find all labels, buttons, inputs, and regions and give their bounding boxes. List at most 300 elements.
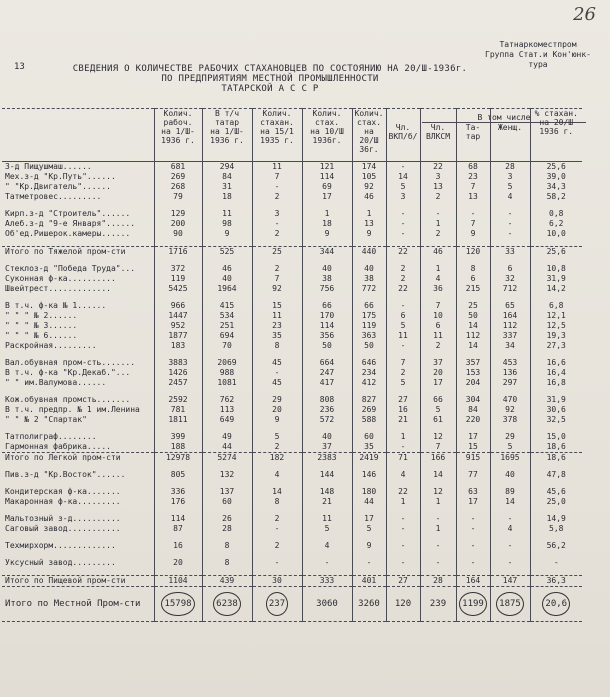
cell-value: 18 <box>202 192 252 202</box>
cell-value: 33 <box>490 247 530 258</box>
cell-value: - <box>490 514 530 524</box>
cell-value: 439 <box>202 576 252 587</box>
row-label: " "Кр.Двигатель"...... <box>5 182 111 191</box>
cell-value: 27 <box>386 395 420 405</box>
cell-value: 2 <box>420 341 456 351</box>
cell-value: 12,5 <box>530 321 582 331</box>
cell-value: 357 <box>456 358 490 368</box>
row-label: " " № 2 "Спартак" <box>5 415 87 424</box>
cell-value: 7 <box>456 219 490 229</box>
row-label: Кондитерская ф-ка....... <box>5 487 121 496</box>
cell-value: 781 <box>154 405 202 415</box>
cell-value: 37 <box>420 358 456 368</box>
table-header-row <box>2 109 582 162</box>
cell-value: 92 <box>252 284 302 294</box>
cell-value: 4 <box>490 192 530 202</box>
column-header: Колич. рабоч. на 1/Ш- 1936 г. <box>154 109 202 162</box>
cell-value: 70 <box>202 341 252 351</box>
cell-value: 66 <box>302 301 352 311</box>
cell-value: - <box>456 514 490 524</box>
cell-value: 15,0 <box>530 432 582 442</box>
cell-value: 1 <box>420 219 456 229</box>
row-label: Суконная ф-ка.......... <box>5 274 116 283</box>
cell-value: 25,6 <box>530 162 582 173</box>
cell-value: 10 <box>420 311 456 321</box>
cell-value: 13 <box>352 219 386 229</box>
cell-value: 132 <box>202 470 252 480</box>
cell-value: 9 <box>202 229 252 239</box>
table-row <box>2 301 582 311</box>
row-label: Стеклоз-д "Победа Труда"... <box>5 264 136 273</box>
document-title: СВЕДЕНИЯ О КОЛИЧЕСТВЕ РАБОЧИХ СТАХАНОВЦЕВ ПО СОСТОЯНИЮ НА 20/Ш-1936г. ПО ПРЕДПРИЯТИЯМ МЕСТНОЙ ПРОМЫШЛЕННОСТИ ТАТАРСКОЙ А С С Р <box>72 64 468 94</box>
cell-value: - <box>252 558 302 568</box>
cell-value: 2419 <box>352 453 386 464</box>
cell-value: 6 <box>456 274 490 284</box>
cell-value: - <box>490 541 530 551</box>
cell-value: 11 <box>252 162 302 173</box>
cell-value: 50 <box>352 341 386 351</box>
cell-value: 234 <box>352 368 386 378</box>
cell-value: 1 <box>386 432 420 442</box>
row-label: " " " № 3...... <box>5 321 78 330</box>
cell-value: 45,6 <box>530 487 582 497</box>
cell-value: 114 <box>154 514 202 524</box>
cell-value: 4 <box>386 470 420 480</box>
cell-value: - <box>386 229 420 239</box>
spacer-row <box>2 257 582 264</box>
cell-value: 1 <box>352 209 386 219</box>
row-label: В т.ч. ф-ка "Кр.Декаб."... <box>5 368 131 377</box>
circled-value: 6238 <box>213 592 241 616</box>
cell-value: 136 <box>490 368 530 378</box>
cell-value: 46 <box>420 247 456 258</box>
cell-value: 200 <box>154 219 202 229</box>
column-header: Чл. ВЛКСМ <box>420 109 456 162</box>
cell-value: 18,6 <box>530 453 582 464</box>
cell-value: 37 <box>302 442 352 453</box>
cell-value: 2 <box>386 274 420 284</box>
row-label: Гармонная фабрика..... <box>5 442 111 451</box>
cell-value: 44 <box>202 442 252 453</box>
cell-value: 304 <box>456 395 490 405</box>
cell-value: 19,3 <box>530 331 582 341</box>
cell-value: 4 <box>252 470 302 480</box>
cell-value: 1447 <box>154 311 202 321</box>
cell-value: 808 <box>302 395 352 405</box>
cell-value: 344 <box>302 247 352 258</box>
table-row <box>2 321 582 331</box>
cell-value: 649 <box>202 415 252 425</box>
cell-value: - <box>386 162 420 173</box>
cell-value: 4 <box>490 524 530 534</box>
cell-value: 17 <box>302 192 352 202</box>
table-row <box>2 229 582 239</box>
cell-value: 2457 <box>154 378 202 388</box>
cell-value: 61 <box>420 415 456 425</box>
cell-value: - <box>456 541 490 551</box>
cell-value: 32,5 <box>530 415 582 425</box>
cell-value: 16,8 <box>530 378 582 388</box>
table-row <box>2 209 582 219</box>
cell-value: 268 <box>154 182 202 192</box>
row-label: Пив.з-д "Кр.Восток"...... <box>5 470 126 479</box>
cell-value: 36 <box>420 284 456 294</box>
cell-value: 8 <box>202 541 252 551</box>
cell-value: 20 <box>154 558 202 568</box>
cell-value: - <box>386 524 420 534</box>
cell-value: - <box>386 541 420 551</box>
cell-value: 25,0 <box>530 497 582 507</box>
cell-value: 204 <box>456 378 490 388</box>
cell-value: 336 <box>154 487 202 497</box>
cell-value: - <box>252 219 302 229</box>
cell-value: 92 <box>352 182 386 192</box>
cell-value: 147 <box>490 576 530 587</box>
cell-value: - <box>352 558 386 568</box>
page-number: 26 <box>573 4 596 25</box>
cell-value: 269 <box>352 405 386 415</box>
cell-value: 84 <box>456 405 490 415</box>
spacer-row <box>2 463 582 470</box>
row-label: Саговый завод........... <box>5 524 121 533</box>
cell-value: 56,2 <box>530 541 582 551</box>
table-row <box>2 192 582 202</box>
table-row <box>2 497 582 507</box>
cell-value: 13 <box>456 192 490 202</box>
cell-value: 9 <box>252 415 302 425</box>
cell-value: 25,6 <box>530 247 582 258</box>
cell-value: 1 <box>420 524 456 534</box>
cell-value: - <box>456 524 490 534</box>
cell-value: 7 <box>456 182 490 192</box>
cell-value: 8 <box>456 264 490 274</box>
cell-value: 22 <box>386 487 420 497</box>
cell-value: 174 <box>352 162 386 173</box>
cell-value: 69 <box>302 182 352 192</box>
cell-value: 49 <box>202 432 252 442</box>
cell-value: 453 <box>490 358 530 368</box>
circled-value: 20,6 <box>542 592 570 616</box>
cell-value: 756 <box>302 284 352 294</box>
cell-value: 8 <box>252 341 302 351</box>
cell-value: 68 <box>456 162 490 173</box>
cell-value: 12 <box>420 432 456 442</box>
table-row <box>2 311 582 321</box>
cell-value: 63 <box>456 487 490 497</box>
cell-value: 28 <box>202 524 252 534</box>
cell-value: 525 <box>202 247 252 258</box>
cell-value: 11 <box>202 209 252 219</box>
cell-value: 29 <box>490 432 530 442</box>
cell-value: 401 <box>352 576 386 587</box>
cell-value: 22 <box>420 162 456 173</box>
cell-value: 1081 <box>202 378 252 388</box>
grand-total-row <box>2 587 582 622</box>
spacer-row <box>2 351 582 358</box>
stakhanovite-table <box>2 108 582 622</box>
cell-value: 7 <box>252 172 302 182</box>
spacer-row <box>2 568 582 576</box>
row-label: Техмирхорм............. <box>5 541 116 550</box>
cell-value: 66 <box>420 395 456 405</box>
cell-value: 9 <box>456 229 490 239</box>
cell-value: 38 <box>302 274 352 284</box>
cell-value: 31 <box>202 182 252 192</box>
cell-value: 40 <box>202 274 252 284</box>
cell-value: 16 <box>386 405 420 415</box>
cell-value: 7 <box>386 358 420 368</box>
cell-value: 2592 <box>154 395 202 405</box>
row-label: Татполиграф........ <box>5 432 97 441</box>
cell-value: 23 <box>252 321 302 331</box>
column-header: Колич. стах. на 20/Ш 36г. <box>352 109 386 162</box>
cell-value: 694 <box>202 331 252 341</box>
cell-value: 16,6 <box>530 358 582 368</box>
row-label: " " " № 2...... <box>5 311 78 320</box>
cell-value: 247 <box>302 368 352 378</box>
cell-value: 14 <box>420 470 456 480</box>
cell-value: 1964 <box>202 284 252 294</box>
cell-value: 44 <box>352 497 386 507</box>
cell-value: 153 <box>456 368 490 378</box>
cell-value: 120 <box>386 587 420 622</box>
row-label: Итого по Местной Пром-сти <box>2 587 154 622</box>
cell-value: 30,6 <box>530 405 582 415</box>
row-label: Макаронная ф-ка......... <box>5 497 121 506</box>
cell-value: 9 <box>352 541 386 551</box>
row-label: Мальтозный з-д.......... <box>5 514 121 523</box>
cell-value: 9 <box>302 229 352 239</box>
cell-value: 534 <box>202 311 252 321</box>
cell-value: 34 <box>490 341 530 351</box>
circled-total-cell <box>456 587 490 622</box>
cell-value: 269 <box>154 172 202 182</box>
table-row <box>2 415 582 425</box>
circled-value: 1875 <box>496 592 524 616</box>
cell-value: 2 <box>252 264 302 274</box>
cell-value: 915 <box>456 453 490 464</box>
cell-value: 105 <box>352 172 386 182</box>
cell-value: 3060 <box>302 587 352 622</box>
cell-value: 8 <box>202 558 252 568</box>
cell-value: 681 <box>154 162 202 173</box>
cell-value: 378 <box>490 415 530 425</box>
column-header: % стахан. на 20/Ш 1936 г. <box>530 109 582 162</box>
cell-value: 762 <box>202 395 252 405</box>
column-header: Та- тар <box>456 109 490 162</box>
row-label: Вал.обувная пром-сть....... <box>5 358 136 367</box>
cell-value: 2 <box>252 229 302 239</box>
row-label: В т.ч. ф-ка № 1...... <box>5 301 107 310</box>
table-row <box>2 395 582 405</box>
cell-value: - <box>490 219 530 229</box>
circled-value: 1199 <box>459 592 487 616</box>
cell-value: 3 <box>252 209 302 219</box>
cell-value: 6 <box>420 321 456 331</box>
row-label: Итого по Тяжелой пром-сти <box>2 247 154 258</box>
cell-value: 5,8 <box>530 524 582 534</box>
cell-value: 415 <box>202 301 252 311</box>
table-row <box>2 219 582 229</box>
cell-value: 7 <box>420 442 456 453</box>
cell-value: 21 <box>302 497 352 507</box>
cell-value: 5274 <box>202 453 252 464</box>
cell-value: 11 <box>386 331 420 341</box>
cell-value: 14 <box>490 497 530 507</box>
cell-value: 5 <box>386 182 420 192</box>
cell-value: 31,9 <box>530 274 582 284</box>
cell-value: 112 <box>456 331 490 341</box>
table-body <box>2 162 582 622</box>
cell-value: 113 <box>202 405 252 415</box>
cell-value: - <box>386 442 420 453</box>
cell-value: - <box>456 558 490 568</box>
cell-value: 28 <box>490 162 530 173</box>
cell-value: 4 <box>302 541 352 551</box>
cell-value: 188 <box>154 442 202 453</box>
cell-value: - <box>420 558 456 568</box>
cell-value: 470 <box>490 395 530 405</box>
cell-value: 30 <box>252 576 302 587</box>
cell-value: 952 <box>154 321 202 331</box>
spacer-row <box>2 507 582 514</box>
cell-value: 20 <box>252 405 302 415</box>
cell-value: 176 <box>154 497 202 507</box>
row-label: Мех.з-д "Кр.Путь"...... <box>5 172 116 181</box>
cell-value: 22 <box>386 284 420 294</box>
column-header: Чл. ВКП/б/ <box>386 109 420 162</box>
table-row <box>2 576 582 587</box>
cell-value: 2 <box>420 229 456 239</box>
cell-value: 35 <box>352 442 386 453</box>
row-label: Татметровес......... <box>5 192 102 201</box>
cell-value: 170 <box>302 311 352 321</box>
table-row <box>2 514 582 524</box>
cell-value: 180 <box>352 487 386 497</box>
cell-value: 166 <box>420 453 456 464</box>
cell-value: 45 <box>252 358 302 368</box>
cell-value: 31,9 <box>530 395 582 405</box>
cell-value: 14,9 <box>530 514 582 524</box>
cell-value: 10,0 <box>530 229 582 239</box>
cell-value: 1811 <box>154 415 202 425</box>
cell-value: 3883 <box>154 358 202 368</box>
cell-value: 13 <box>420 182 456 192</box>
cell-value: - <box>252 368 302 378</box>
cell-value: 27 <box>386 576 420 587</box>
cell-value: 988 <box>202 368 252 378</box>
cell-value: 32 <box>490 274 530 284</box>
cell-value: 40 <box>490 470 530 480</box>
cell-value: - <box>490 229 530 239</box>
cell-value: 5 <box>352 524 386 534</box>
cell-value: 89 <box>490 487 530 497</box>
cell-value: 2383 <box>302 453 352 464</box>
column-header <box>2 109 154 162</box>
cell-value: 4 <box>420 274 456 284</box>
cell-value: 92 <box>490 405 530 415</box>
cell-value: 45 <box>252 378 302 388</box>
cell-value: 337 <box>490 331 530 341</box>
cell-value: 137 <box>202 487 252 497</box>
column-header: Колич. стахан. на 15/1 1935 г. <box>252 109 302 162</box>
cell-value: 11 <box>302 514 352 524</box>
table-row <box>2 162 582 173</box>
cell-value: 129 <box>154 209 202 219</box>
cell-value: 2 <box>252 514 302 524</box>
cell-value: 5 <box>252 432 302 442</box>
row-label: " " им.Валумова...... <box>5 378 107 387</box>
cell-value: 0,8 <box>530 209 582 219</box>
cell-value: 183 <box>154 341 202 351</box>
table-row <box>2 432 582 442</box>
table-row <box>2 378 582 388</box>
cell-value: 40 <box>302 264 352 274</box>
cell-value: 5 <box>386 321 420 331</box>
cell-value: 2 <box>252 541 302 551</box>
cell-value: 16,4 <box>530 368 582 378</box>
table-row <box>2 341 582 351</box>
circled-total-cell <box>202 587 252 622</box>
cell-value: - <box>420 514 456 524</box>
cell-value: 148 <box>302 487 352 497</box>
cell-value: 144 <box>302 470 352 480</box>
cell-value: 22 <box>386 247 420 258</box>
cell-value: 40 <box>302 432 352 442</box>
cell-value: 3260 <box>352 587 386 622</box>
cell-value: 27,3 <box>530 341 582 351</box>
cell-value: 175 <box>352 311 386 321</box>
cell-value: 112 <box>490 321 530 331</box>
cell-value: 3 <box>490 172 530 182</box>
cell-value: - <box>386 514 420 524</box>
cell-value: 1 <box>386 497 420 507</box>
table-row <box>2 274 582 284</box>
cell-value: 712 <box>490 284 530 294</box>
cell-value: 1104 <box>154 576 202 587</box>
row-label: З-д Пищушмаш...... <box>5 162 92 171</box>
spacer-row <box>2 480 582 487</box>
cell-value: 2 <box>420 192 456 202</box>
cell-value: 20 <box>420 368 456 378</box>
cell-value: 1716 <box>154 247 202 258</box>
table-row <box>2 405 582 415</box>
cell-value: 646 <box>352 358 386 368</box>
cell-value: - <box>386 301 420 311</box>
cell-value: 5 <box>420 405 456 415</box>
cell-value: - <box>420 209 456 219</box>
cell-value: 7 <box>420 301 456 311</box>
circled-total-cell <box>530 587 582 622</box>
cell-value: 10,8 <box>530 264 582 274</box>
cell-value: 11 <box>420 331 456 341</box>
cell-value: 36,3 <box>530 576 582 587</box>
cell-value: - <box>530 558 582 568</box>
spacer-row <box>2 534 582 541</box>
cell-value: - <box>252 182 302 192</box>
cell-value: 2 <box>252 192 302 202</box>
cell-value: 50 <box>302 341 352 351</box>
cell-value: 17 <box>420 378 456 388</box>
circled-total-cell <box>490 587 530 622</box>
cell-value: 12 <box>420 487 456 497</box>
cell-value: 34,3 <box>530 182 582 192</box>
row-label: Кирп.з-д "Строитель"...... <box>5 209 131 218</box>
cell-value: 5425 <box>154 284 202 294</box>
table-row <box>2 487 582 497</box>
cell-value: 98 <box>202 219 252 229</box>
cell-value: 805 <box>154 470 202 480</box>
